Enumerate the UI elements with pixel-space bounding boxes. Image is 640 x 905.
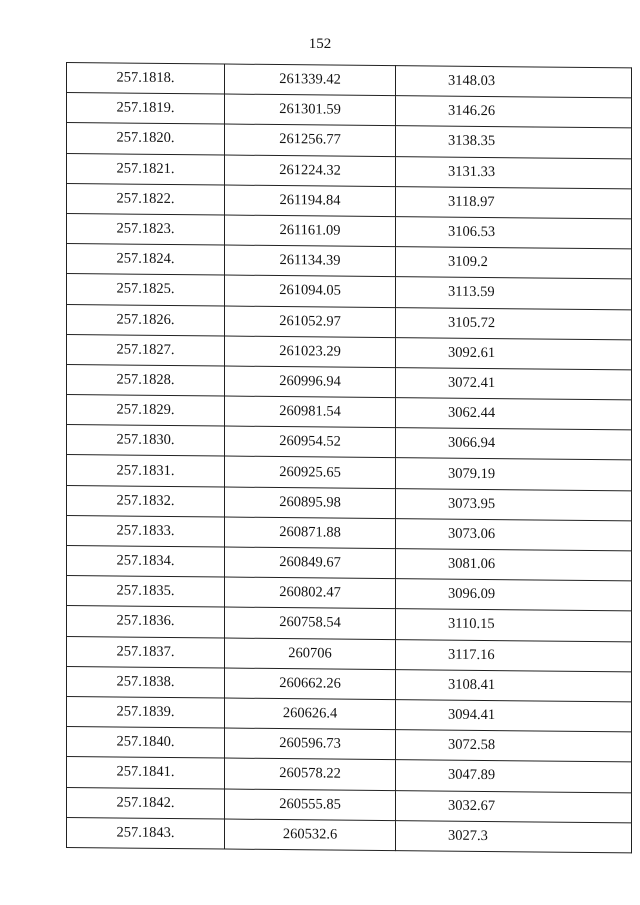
x-coordinate-cell: 260626.4 bbox=[225, 698, 396, 730]
y-coordinate-cell: 3096.09 bbox=[396, 579, 632, 611]
x-coordinate-cell: 261194.84 bbox=[225, 185, 396, 217]
point-number-cell: 257.1830. bbox=[67, 425, 225, 457]
point-number-cell: 257.1829. bbox=[67, 395, 225, 427]
point-number-cell: 257.1837. bbox=[67, 636, 225, 668]
table-row bbox=[67, 817, 632, 853]
point-number-cell: 257.1843. bbox=[67, 817, 225, 849]
point-number-cell: 257.1818. bbox=[67, 63, 225, 95]
x-coordinate-cell: 260578.22 bbox=[225, 758, 396, 790]
point-number-cell: 257.1826. bbox=[67, 304, 225, 336]
y-coordinate-cell: 3109.2 bbox=[396, 247, 632, 279]
x-coordinate-cell: 260849.67 bbox=[225, 547, 396, 579]
point-number-cell: 257.1824. bbox=[67, 244, 225, 276]
y-coordinate-cell: 3027.3 bbox=[396, 820, 632, 852]
point-number-cell: 257.1819. bbox=[67, 93, 225, 125]
y-coordinate-cell: 3072.58 bbox=[396, 730, 632, 762]
x-coordinate-cell: 261301.59 bbox=[225, 94, 396, 126]
point-number-cell: 257.1820. bbox=[67, 123, 225, 155]
point-number-cell: 257.1822. bbox=[67, 183, 225, 215]
table-body bbox=[67, 63, 632, 853]
point-number-cell: 257.1842. bbox=[67, 787, 225, 819]
y-coordinate-cell: 3047.89 bbox=[396, 760, 632, 792]
coordinates-table-wrapper bbox=[66, 62, 576, 853]
y-coordinate-cell: 3081.06 bbox=[396, 549, 632, 581]
point-number-cell: 257.1831. bbox=[67, 455, 225, 487]
y-coordinate-cell: 3094.41 bbox=[396, 700, 632, 732]
x-coordinate-cell: 261224.32 bbox=[225, 155, 396, 187]
y-coordinate-cell: 3079.19 bbox=[396, 458, 632, 490]
x-coordinate-cell: 261094.05 bbox=[225, 275, 396, 307]
y-coordinate-cell: 3032.67 bbox=[396, 790, 632, 822]
point-number-cell: 257.1833. bbox=[67, 515, 225, 547]
y-coordinate-cell: 3113.59 bbox=[396, 277, 632, 309]
x-coordinate-cell: 261052.97 bbox=[225, 306, 396, 338]
point-number-cell: 257.1823. bbox=[67, 213, 225, 245]
x-coordinate-cell: 260532.6 bbox=[225, 819, 396, 851]
x-coordinate-cell: 261023.29 bbox=[225, 336, 396, 368]
x-coordinate-cell: 260802.47 bbox=[225, 577, 396, 609]
x-coordinate-cell: 260895.98 bbox=[225, 487, 396, 519]
point-number-cell: 257.1835. bbox=[67, 576, 225, 608]
x-coordinate-cell: 260555.85 bbox=[225, 789, 396, 821]
y-coordinate-cell: 3073.95 bbox=[396, 488, 632, 520]
y-coordinate-cell: 3106.53 bbox=[396, 217, 632, 249]
point-number-cell: 257.1825. bbox=[67, 274, 225, 306]
y-coordinate-cell: 3148.03 bbox=[396, 66, 632, 98]
point-number-cell: 257.1836. bbox=[67, 606, 225, 638]
x-coordinate-cell: 260871.88 bbox=[225, 517, 396, 549]
x-coordinate-cell: 261161.09 bbox=[225, 215, 396, 247]
x-coordinate-cell: 260925.65 bbox=[225, 456, 396, 488]
y-coordinate-cell: 3092.61 bbox=[396, 337, 632, 369]
point-number-cell: 257.1834. bbox=[67, 546, 225, 578]
point-number-cell: 257.1839. bbox=[67, 696, 225, 728]
y-coordinate-cell: 3066.94 bbox=[396, 428, 632, 460]
coordinates-table bbox=[66, 62, 632, 853]
point-number-cell: 257.1832. bbox=[67, 485, 225, 517]
y-coordinate-cell: 3108.41 bbox=[396, 669, 632, 701]
y-coordinate-cell: 3118.97 bbox=[396, 186, 632, 218]
x-coordinate-cell: 260706 bbox=[225, 638, 396, 670]
page-number: 152 bbox=[308, 36, 332, 52]
x-coordinate-cell: 260996.94 bbox=[225, 366, 396, 398]
y-coordinate-cell: 3072.41 bbox=[396, 368, 632, 400]
x-coordinate-cell: 260758.54 bbox=[225, 607, 396, 639]
point-number-cell: 257.1821. bbox=[67, 153, 225, 185]
x-coordinate-cell: 260662.26 bbox=[225, 668, 396, 700]
y-coordinate-cell: 3131.33 bbox=[396, 156, 632, 188]
x-coordinate-cell: 260981.54 bbox=[225, 396, 396, 428]
x-coordinate-cell: 261256.77 bbox=[225, 124, 396, 156]
x-coordinate-cell: 261339.42 bbox=[225, 64, 396, 96]
y-coordinate-cell: 3062.44 bbox=[396, 398, 632, 430]
x-coordinate-cell: 260954.52 bbox=[225, 426, 396, 458]
y-coordinate-cell: 3138.35 bbox=[396, 126, 632, 158]
y-coordinate-cell: 3117.16 bbox=[396, 639, 632, 671]
y-coordinate-cell: 3146.26 bbox=[396, 96, 632, 128]
x-coordinate-cell: 261134.39 bbox=[225, 245, 396, 277]
x-coordinate-cell: 260596.73 bbox=[225, 728, 396, 760]
y-coordinate-cell: 3110.15 bbox=[396, 609, 632, 641]
y-coordinate-cell: 3105.72 bbox=[396, 307, 632, 339]
point-number-cell: 257.1838. bbox=[67, 666, 225, 698]
point-number-cell: 257.1840. bbox=[67, 727, 225, 759]
point-number-cell: 257.1828. bbox=[67, 364, 225, 396]
y-coordinate-cell: 3073.06 bbox=[396, 518, 632, 550]
point-number-cell: 257.1827. bbox=[67, 334, 225, 366]
point-number-cell: 257.1841. bbox=[67, 757, 225, 789]
